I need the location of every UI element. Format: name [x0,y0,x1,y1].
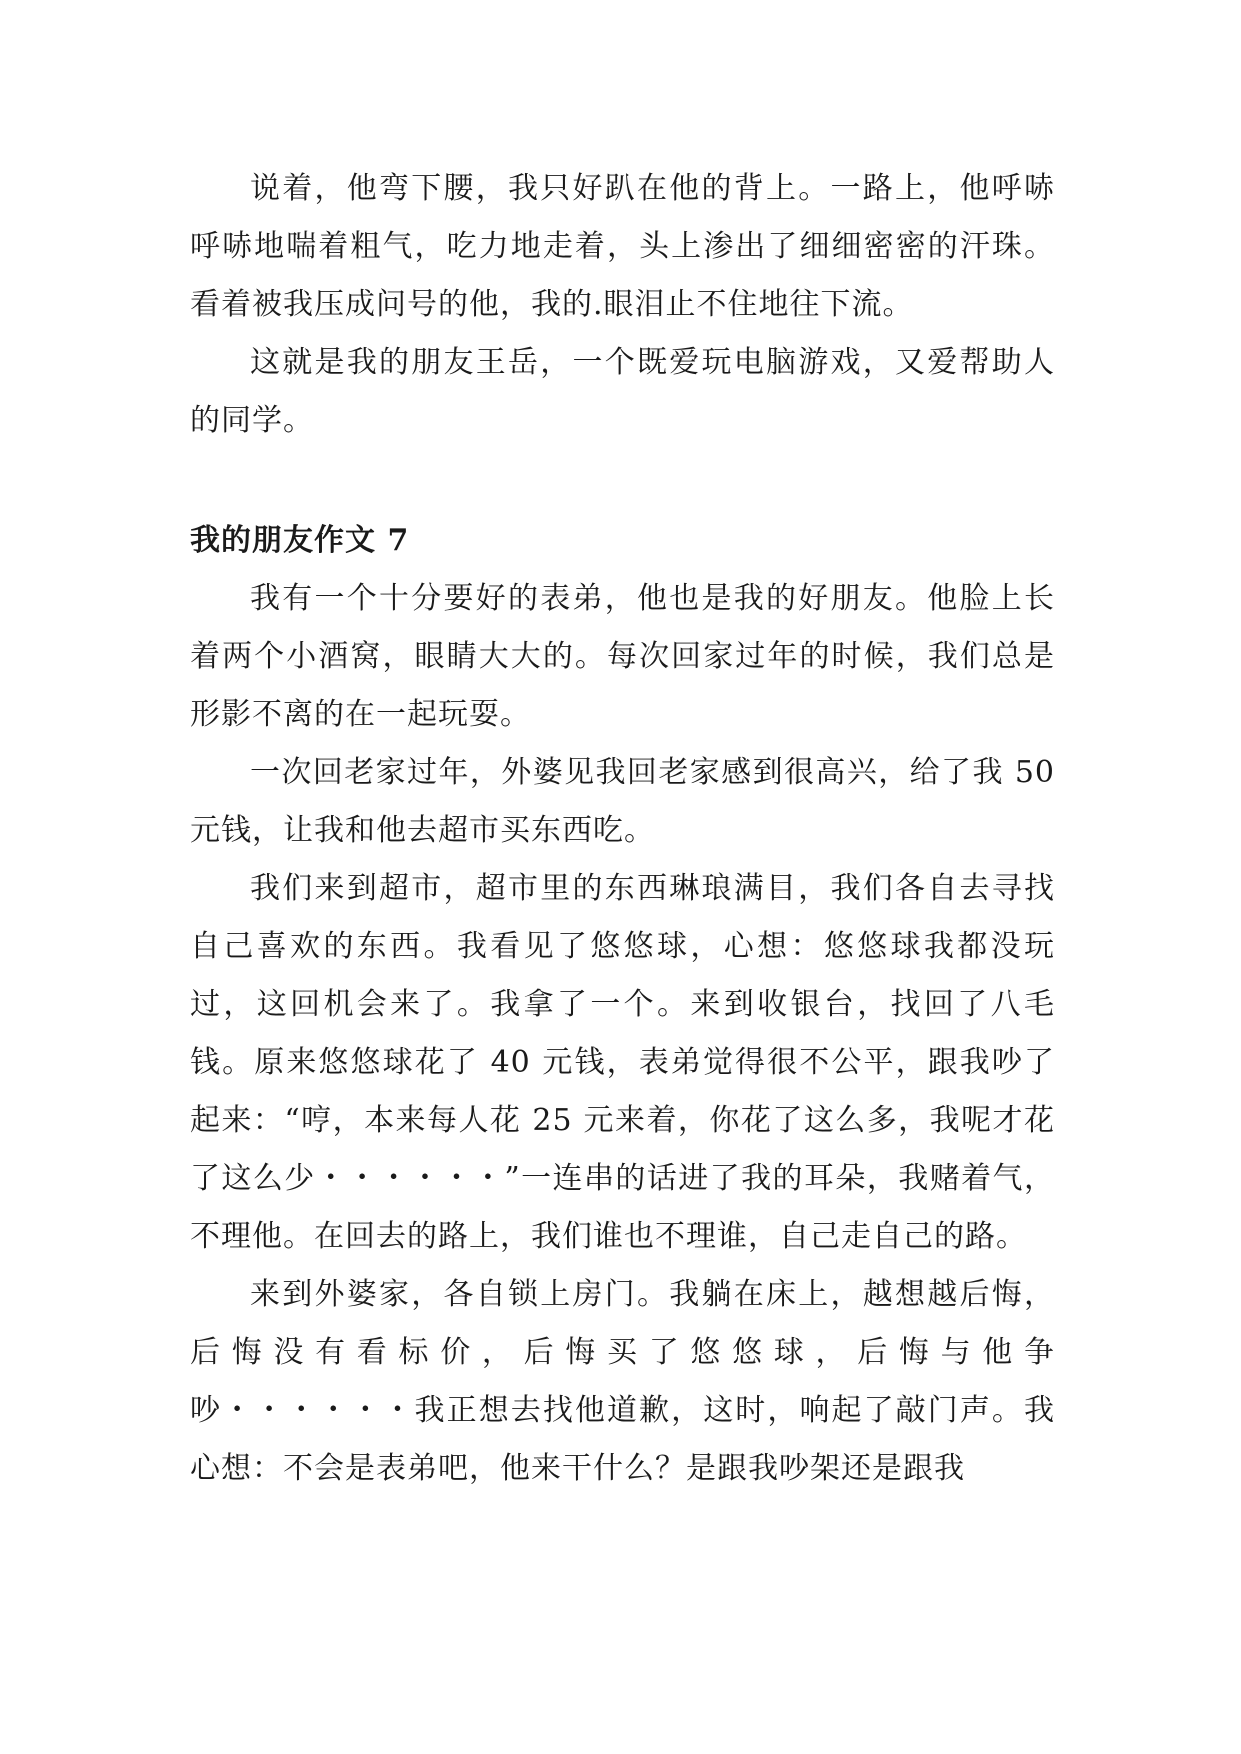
paragraph: 这就是我的朋友王岳，一个既爱玩电脑游戏，又爱帮助人的同学。 [190,345,1055,438]
paragraph: 来到外婆家，各自锁上房门。我躺在床上，越想越后悔，后悔没有看标价，后悔买了悠悠球，后悔与他争吵・・・・・・我正想去找他道歉，这时，响起了敲门声。我心想：不会是表弟吧，他来干什么？是跟我吵架还是跟我 [190,1277,1055,1486]
document-page [190,160,1055,1498]
paragraph: 一次回老家过年，外婆见我回老家感到很高兴，给了我 50 元钱，让我和他去超市买东西吃。 [190,755,1055,848]
paragraph: 我们来到超市，超市里的东西琳琅满目，我们各自去寻找自己喜欢的东西。我看见了悠悠球，心想：悠悠球我都没玩过，这回机会来了。我拿了一个。来到收银台，找回了八毛钱。原来悠悠球花了 40 元钱，表弟觉得很不公平，跟我吵了起来：“哼，本来每人花 25 元来着，你花了这么多，我呢才花了这么少・・・・・・”一连串的话进了我的耳朵，我赌着气，不理他。在回去的路上，我们谁也不理谁，自己走自己的路。 [190,871,1055,1254]
paragraph: 说着，他弯下腰，我只好趴在他的背上。一路上，他呼哧呼哧地喘着粗气，吃力地走着，头上渗出了细细密密的汗珠。看着被我压成问号的他，我的.眼泪止不住地往下流。 [190,171,1055,322]
essay-section [190,512,1055,1498]
section-heading: 我的朋友作文 7 [190,523,410,558]
paragraph: 我有一个十分要好的表弟，他也是我的好朋友。他脸上长着两个小酒窝，眼睛大大的。每次回家过年的时候，我们总是形影不离的在一起玩耍。 [190,581,1055,732]
continued-text [190,160,1055,450]
section-body [190,570,1055,1498]
